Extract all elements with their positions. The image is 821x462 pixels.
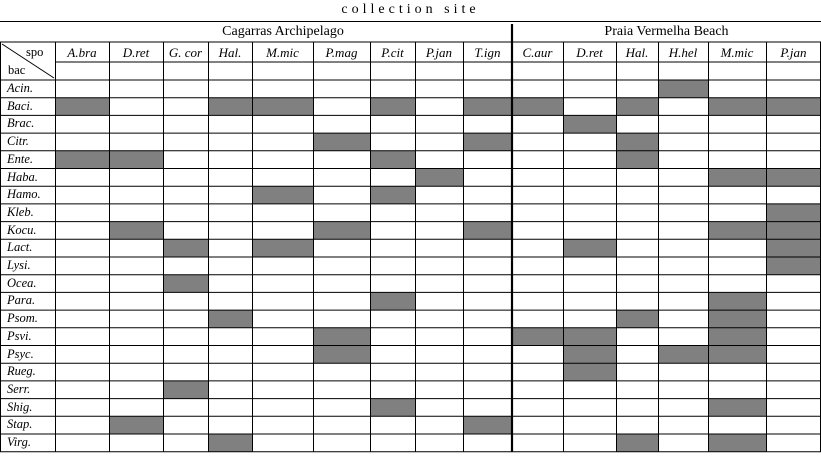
row-label: Psvi. bbox=[7, 328, 32, 343]
column-header: Hal. bbox=[218, 45, 242, 60]
row-label: Lysi. bbox=[7, 258, 31, 272]
row-label: Brac. bbox=[7, 116, 35, 131]
row-label: Psom. bbox=[7, 311, 38, 326]
row-label: Ente. bbox=[7, 151, 34, 166]
row-label: Lact. bbox=[7, 240, 33, 255]
row-label: Para. bbox=[7, 293, 36, 308]
row-label: Haba. bbox=[7, 169, 38, 184]
column-header: P.cit bbox=[381, 45, 404, 60]
column-header: P.mag bbox=[325, 45, 358, 60]
figure-title: collection site bbox=[341, 2, 480, 17]
row-label: Hamo. bbox=[7, 187, 41, 202]
corner-label-spo: spo bbox=[26, 45, 44, 59]
row-label: Serr. bbox=[7, 381, 31, 396]
group-header-praia-vermelha: Praia Vermelha Beach bbox=[604, 24, 729, 39]
column-header: C.aur bbox=[522, 45, 553, 60]
row-label: Kleb. bbox=[7, 204, 34, 219]
column-header: M.mic bbox=[266, 45, 299, 60]
column-header: D.ret bbox=[122, 45, 150, 60]
column-header: T.ign bbox=[474, 45, 501, 60]
row-label: Rueg. bbox=[7, 364, 36, 379]
column-header: H.hel bbox=[668, 45, 698, 60]
column-header: M.mic bbox=[720, 45, 754, 60]
column-header: D.ret bbox=[576, 45, 603, 60]
row-label: Shig. bbox=[7, 399, 33, 414]
column-header: Hal. bbox=[625, 45, 649, 60]
row-label: Ocea. bbox=[7, 275, 37, 290]
row-label: Virg. bbox=[7, 435, 31, 449]
row-label: Kocu. bbox=[7, 222, 37, 237]
row-label: Psyc. bbox=[7, 346, 34, 361]
row-label: Baci. bbox=[7, 98, 34, 113]
column-header: P.jan bbox=[425, 45, 453, 60]
column-header: P.jan bbox=[780, 45, 807, 60]
row-label: Acin. bbox=[7, 81, 34, 95]
column-header: A.bra bbox=[67, 45, 97, 60]
column-header: G. cor bbox=[168, 45, 203, 60]
row-label: Citr. bbox=[7, 134, 29, 149]
group-header-cagarras: Cagarras Archipelago bbox=[222, 24, 344, 39]
corner-label-bac: bac bbox=[8, 63, 26, 77]
row-label: Stap. bbox=[7, 417, 33, 432]
corner-diagonal bbox=[2, 44, 54, 78]
